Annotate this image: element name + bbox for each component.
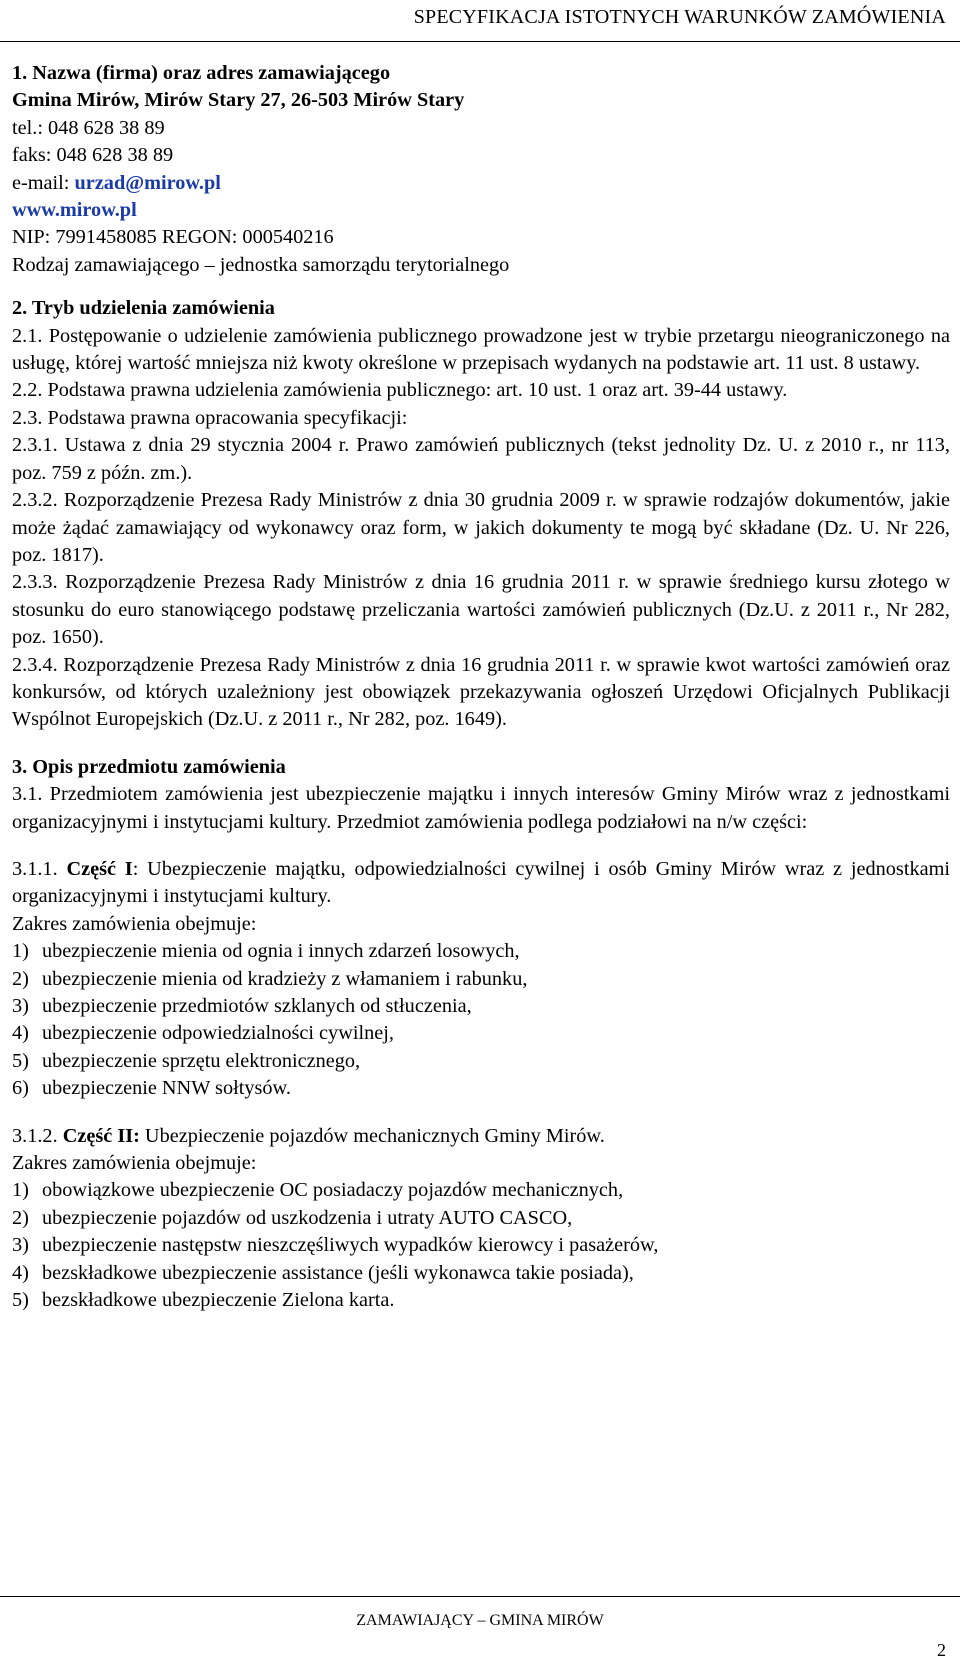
- part-1-number: 3.1.1.: [12, 857, 67, 880]
- list-item-text: ubezpieczenie mienia od ognia i innych zdarzeń losowych,: [42, 940, 520, 963]
- list-item-text: ubezpieczenie odpowiedzialności cywilnej,: [42, 1022, 394, 1045]
- document-body: [12, 60, 950, 1314]
- footer-text: ZAMAWIAJĄCY – GMINA MIRÓW: [356, 1612, 604, 1629]
- section-3-heading: 3. Opis przedmiotu zamówienia: [12, 755, 286, 778]
- paragraph-2-3-4: 2.3.4. Rozporządzenie Prezesa Rady Ministrów z dnia 16 grudnia 2011 r. w sprawie kwot wartości zamówień oraz konkursów, od których uzależniony jest obowiązek przekazywania ogłoszeń Urzędowi Oficjalnych Publikacji Wspólnot Europejskich (Dz.U. z 2011 r., Nr 282, poz. 1649).: [12, 653, 950, 731]
- section-2-heading: 2. Tryb udzielenia zamówienia: [12, 297, 275, 320]
- paragraph-2-3-2: 2.3.2. Rozporządzenie Prezesa Rady Ministrów z dnia 30 grudnia 2009 r. w sprawie rodzajów dokumentów, jakie może żądać zamawiający od wykonawcy oraz form, w jakich dokumenty te mogą być składane (Dz. U. Nr 226, poz. 1817).: [12, 489, 950, 566]
- list-item-text: ubezpieczenie mienia od kradzieży z włamaniem i rabunku,: [42, 967, 528, 990]
- part-1-description: [12, 856, 950, 911]
- list-item-number: 4): [12, 1261, 29, 1284]
- list-item-number: 5): [12, 1049, 29, 1072]
- list-item-text: ubezpieczenie sprzętu elektronicznego,: [42, 1049, 361, 1072]
- email-line: [12, 170, 950, 197]
- list-item-number: 4): [12, 1022, 29, 1045]
- list-item-text: bezskładkowe ubezpieczenie assistance (jeśli wykonawca takie posiada),: [42, 1261, 634, 1284]
- paragraph-2-1: 2.1. Postępowanie o udzielenie zamówienia publicznego prowadzone jest w trybie przetargu nieograniczonego na usługę, której wartość mniejsza niż kwoty określone w przepisach wydanych na podstawie art. 11 ust. 8 ustawy.: [12, 324, 950, 375]
- section-1-heading: 1. Nazwa (firma) oraz adres zamawiającego: [12, 62, 391, 84]
- part-1-scope: Zakres zamówienia obejmuje:: [12, 912, 257, 935]
- list-item-number: 1): [12, 1179, 29, 1202]
- list-item-text: ubezpieczenie NNW sołtysów.: [42, 1077, 291, 1100]
- list-item: [12, 1205, 950, 1232]
- section-2: [12, 295, 950, 734]
- part-2-number: 3.1.2.: [12, 1124, 63, 1147]
- list-item: [12, 1177, 950, 1204]
- list-item-text: ubezpieczenie następstw nieszczęśliwych wypadków kierowcy i pasażerów,: [42, 1234, 659, 1257]
- list-item: [12, 1020, 950, 1047]
- list-item-text: ubezpieczenie przedmiotów szklanych od stłuczenia,: [42, 995, 472, 1017]
- section-3: [12, 754, 950, 1315]
- contracting-type: Rodzaj zamawiającego – jednostka samorządu terytorialnego: [12, 253, 510, 276]
- part-1-scope-list: [12, 938, 950, 1102]
- list-item: [12, 1287, 950, 1314]
- list-item-text: bezskładkowe ubezpieczenie Zielona karta.: [42, 1289, 395, 1312]
- footer-rule: [0, 1596, 960, 1597]
- part-2-description: [12, 1123, 950, 1150]
- list-item-number: 2): [12, 967, 29, 990]
- phone-line: tel.: 048 628 38 89: [12, 116, 165, 139]
- list-item-number: 3): [12, 995, 29, 1017]
- list-item-number: 2): [12, 1206, 29, 1229]
- website-link[interactable]: www.mirow.pl: [12, 199, 137, 222]
- list-item: [12, 1260, 950, 1287]
- email-link[interactable]: urzad@mirow.pl: [74, 171, 221, 194]
- paragraph-2-3-1: 2.3.1. Ustawa z dnia 29 stycznia 2004 r. Prawo zamówień publicznych (tekst jednolity Dz. U. z 2010 r., nr 113, poz. 759 z późn. zm.).: [12, 434, 950, 484]
- paragraph-2-3-3: 2.3.3. Rozporządzenie Prezesa Rady Ministrów z dnia 16 grudnia 2011 r. w sprawie średniego kursu złotego w stosunku do euro stanowiącego podstawę przeliczania wartości zamówień publicznych (Dz.U. z 2011 r., Nr 282, poz. 1650).: [12, 571, 950, 649]
- contracting-address: Gmina Mirów, Mirów Stary 27, 26-503 Mirów Stary: [12, 89, 465, 112]
- list-item-text: ubezpieczenie pojazdów od uszkodzenia i utraty AUTO CASCO,: [42, 1206, 573, 1229]
- header-rule: [0, 41, 960, 42]
- list-item-number: 1): [12, 940, 29, 963]
- list-item: [12, 1048, 950, 1075]
- part-2-scope: Zakres zamówienia obejmuje:: [12, 1152, 257, 1175]
- list-item: [12, 938, 950, 965]
- list-item: [12, 993, 950, 1020]
- list-item: [12, 1232, 950, 1259]
- fax-line: faks: 048 628 38 89: [12, 144, 174, 167]
- part-2-label: Część II:: [62, 1124, 140, 1147]
- list-item: [12, 1075, 950, 1102]
- paragraph-2-3: 2.3. Podstawa prawna opracowania specyfikacji:: [12, 406, 408, 429]
- part-2-text: Ubezpieczenie pojazdów mechanicznych Gminy Mirów.: [139, 1124, 605, 1147]
- email-label: e-mail:: [12, 171, 75, 194]
- nip-regon-line: NIP: 7991458085 REGON: 000540216: [12, 226, 334, 249]
- page-number: 2: [937, 1640, 946, 1660]
- running-header: SPECYFIKACJA ISTOTNYCH WARUNKÓW ZAMÓWIENIA: [413, 6, 946, 28]
- list-item: [12, 966, 950, 993]
- paragraph-3-1: 3.1. Przedmiotem zamówienia jest ubezpieczenie majątku i innych interesów Gminy Mirów wraz z jednostkami organizacyjnymi i instytucjami kultury. Przedmiot zamówienia podlega podziałowi na n/w części:: [12, 783, 950, 833]
- part-1-label: Część I: [66, 857, 133, 880]
- part-2-scope-list: [12, 1177, 950, 1314]
- list-item-number: 6): [12, 1077, 29, 1100]
- list-item-number: 3): [12, 1234, 29, 1257]
- list-item-number: 5): [12, 1289, 29, 1312]
- section-1: [12, 60, 950, 279]
- list-item-text: obowiązkowe ubezpieczenie OC posiadaczy pojazdów mechanicznych,: [42, 1179, 624, 1202]
- paragraph-2-2: 2.2. Podstawa prawna udzielenia zamówienia publicznego: art. 10 ust. 1 oraz art. 39-44 ustawy.: [12, 379, 788, 402]
- part-1-text: : Ubezpieczenie majątku, odpowiedzialności cywilnej i osób Gminy Mirów wraz z jednostkami organizacyjnymi i instytucjami kultury.: [12, 857, 951, 908]
